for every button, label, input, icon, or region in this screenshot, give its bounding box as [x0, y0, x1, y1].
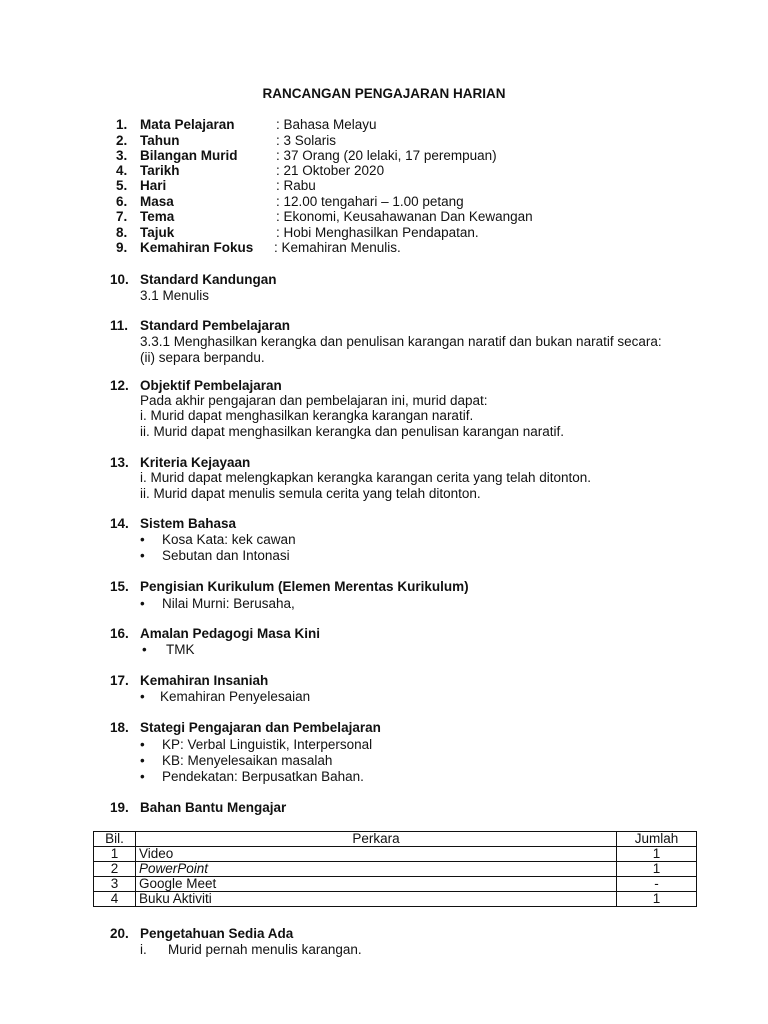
- info-number: 1.: [116, 117, 128, 132]
- section-number: 11.: [110, 318, 129, 333]
- table-cell-perkara: Google Meet: [135, 877, 616, 892]
- bullet-icon: •: [140, 737, 145, 752]
- section-number: 16.: [110, 626, 129, 641]
- section-number: 13.: [110, 455, 129, 470]
- bullet-icon: •: [140, 689, 145, 704]
- section-heading-content-standard: Standard Kandungan: [140, 272, 277, 287]
- info-key: Hari: [140, 178, 167, 193]
- info-key: Tarikh: [140, 163, 180, 178]
- info-key: Kemahiran Fokus: [140, 240, 254, 255]
- section-number: 20.: [110, 926, 129, 941]
- bullet-icon: •: [140, 769, 145, 784]
- bullet-text: KB: Menyelesaikan masalah: [162, 753, 333, 768]
- bullet-text: Kosa Kata: kek cawan: [162, 532, 296, 547]
- bullet-icon: •: [140, 596, 145, 611]
- table-cell-perkara: Buku Aktiviti: [135, 892, 616, 907]
- info-row-date: [0, 163, 768, 179]
- info-value: : Rabu: [276, 178, 316, 193]
- info-value: : Ekonomi, Keusahawanan Dan Kewangan: [276, 209, 533, 224]
- table-row: [94, 892, 697, 907]
- section-text: i. Murid dapat menghasilkan kerangka karangan naratif.: [140, 408, 474, 423]
- table-cell-bil: 2: [94, 862, 136, 877]
- info-row-theme: [0, 209, 768, 225]
- teaching-aids-table: [93, 831, 697, 907]
- table-header-bil: Bil.: [94, 832, 136, 847]
- section-text: ii. Murid dapat menulis semula cerita yang telah ditonton.: [140, 486, 481, 501]
- section-heading-learning-standard: Standard Pembelajaran: [140, 318, 291, 333]
- info-number: 6.: [116, 194, 128, 209]
- table-cell-bil: 1: [94, 847, 136, 862]
- list-marker: i.: [140, 942, 147, 957]
- info-number: 3.: [116, 148, 128, 163]
- info-row-student-count: [0, 148, 768, 164]
- info-key: Tema: [140, 209, 175, 224]
- section-text: 3.3.1 Menghasilkan kerangka dan penulisan karangan naratif dan bukan naratif secara:: [140, 334, 662, 349]
- section-heading-prior-knowledge: Pengetahuan Sedia Ada: [140, 926, 294, 941]
- table-row: [94, 862, 697, 877]
- section-heading-teaching-aids: Bahan Bantu Mengajar: [140, 800, 287, 815]
- bullet-icon: •: [140, 548, 145, 563]
- info-value: : 3 Solaris: [276, 133, 337, 148]
- section-heading-soft-skills: Kemahiran Insaniah: [140, 673, 269, 688]
- info-number: 4.: [116, 163, 128, 178]
- bullet-text: Nilai Murni: Berusaha,: [162, 596, 295, 611]
- table-cell-perkara: Video: [135, 847, 616, 862]
- info-row-year: [0, 133, 768, 149]
- info-row-time: [0, 194, 768, 210]
- bullet-text: Sebutan dan Intonasi: [162, 548, 290, 563]
- bullet-icon: •: [140, 532, 145, 547]
- table-cell-jumlah: 1: [617, 847, 697, 862]
- info-key: Bilangan Murid: [140, 148, 238, 163]
- table-cell-bil: 4: [94, 892, 136, 907]
- info-row-topic: [0, 225, 768, 241]
- info-number: 9.: [116, 240, 128, 255]
- section-heading-learning-objective: Objektif Pembelajaran: [140, 378, 282, 393]
- section-number: 17.: [110, 673, 129, 688]
- section-number: 12.: [110, 378, 129, 393]
- info-row-focus-skill: [0, 240, 768, 256]
- info-key: Masa: [140, 194, 174, 209]
- info-value: : Hobi Menghasilkan Pendapatan.: [276, 225, 479, 240]
- document-title: RANCANGAN PENGAJARAN HARIAN: [262, 86, 506, 101]
- info-row-subject: [0, 117, 768, 133]
- info-number: 7.: [116, 209, 128, 224]
- section-text: Pada akhir pengajaran dan pembelajaran ini, murid dapat:: [140, 393, 488, 408]
- info-value: : 21 Oktober 2020: [276, 163, 385, 178]
- info-key: Tajuk: [140, 225, 175, 240]
- section-text: ii. Murid dapat menghasilkan kerangka dan penulisan karangan naratif.: [140, 424, 565, 439]
- info-number: 2.: [116, 133, 128, 148]
- section-number: 19.: [110, 800, 129, 815]
- section-heading-success-criteria: Kriteria Kejayaan: [140, 455, 251, 470]
- bullet-text: TMK: [166, 642, 195, 657]
- info-value: : Bahasa Melayu: [276, 117, 377, 132]
- info-value: : Kemahiran Menulis.: [274, 240, 401, 255]
- info-value: : 12.00 tengahari – 1.00 petang: [276, 194, 464, 209]
- section-heading-language-system: Sistem Bahasa: [140, 516, 237, 531]
- section-number: 14.: [110, 516, 129, 531]
- section-number: 10.: [110, 272, 129, 287]
- table-header-perkara: Perkara: [135, 832, 616, 847]
- section-number: 15.: [110, 579, 129, 594]
- info-key: Mata Pelajaran: [140, 117, 235, 132]
- section-number: 18.: [110, 720, 129, 735]
- info-number: 8.: [116, 225, 128, 240]
- table-header-row: [94, 832, 697, 847]
- table-cell-bil: 3: [94, 877, 136, 892]
- bullet-icon: •: [140, 753, 145, 768]
- bullet-text: Kemahiran Penyelesaian: [160, 689, 311, 704]
- table-row: [94, 847, 697, 862]
- bullet-icon: •: [142, 642, 147, 657]
- table-cell-jumlah: 1: [617, 862, 697, 877]
- section-heading-strategy: Stategi Pengajaran dan Pembelajaran: [140, 720, 381, 735]
- table-cell-jumlah: 1: [617, 892, 697, 907]
- table-row: [94, 877, 697, 892]
- table-cell-perkara: PowerPoint: [135, 862, 616, 877]
- info-row-day: [0, 178, 768, 194]
- table-cell-jumlah: -: [617, 877, 697, 892]
- section-text: (ii) separa berpandu.: [140, 350, 265, 365]
- section-text: i. Murid dapat melengkapkan kerangka karangan cerita yang telah ditonton.: [140, 470, 592, 485]
- section-text: 3.1 Menulis: [140, 288, 210, 303]
- info-number: 5.: [116, 178, 128, 193]
- section-heading-pedagogy: Amalan Pedagogi Masa Kini: [140, 626, 321, 641]
- bullet-text: Pendekatan: Berpusatkan Bahan.: [162, 769, 364, 784]
- section-heading-curriculum: Pengisian Kurikulum (Elemen Merentas Kurikulum): [140, 579, 469, 594]
- section-text: Murid pernah menulis karangan.: [168, 942, 362, 957]
- info-value: : 37 Orang (20 lelaki, 17 perempuan): [276, 148, 497, 163]
- info-key: Tahun: [140, 133, 180, 148]
- table-header-jumlah: Jumlah: [617, 832, 697, 847]
- bullet-text: KP: Verbal Linguistik, Interpersonal: [162, 737, 373, 752]
